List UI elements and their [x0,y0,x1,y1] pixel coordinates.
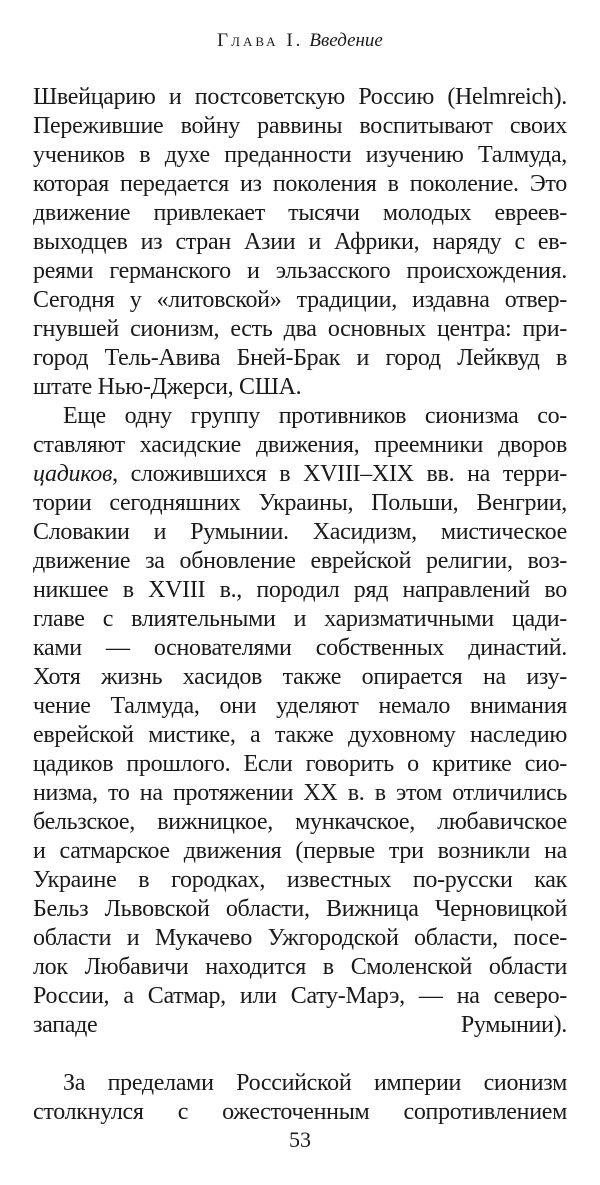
text-line: реями германского и эльзасского происхождения. [33,258,567,284]
text-line [33,1040,567,1069]
text-line: Еще одну группу противников сионизма со- [63,403,567,429]
text-line: России, а Сатмар, или Сату-Марэ, — на северо- [33,983,567,1009]
text-line [33,460,567,489]
text-line: цадиков прошлого. Если говорить о критике сио- [33,751,567,777]
text-line: никшее в XVIII в., породил ряд направлений во [33,577,567,603]
text-line: Словакии и Румынии. Хасидизм, мистическое [33,519,567,545]
chapter-label: Глава I. [217,30,304,51]
text-line: За пределами Российской империи сионизм [63,1070,567,1096]
text-line: Бельз Львовской области, Вижница Черновицкой [33,896,567,922]
text-line: город Тель-Авива Бней-Брак и город Лейквуд в [33,345,567,371]
text-line: ставляют хасидские движения, преемники дворов [33,432,567,458]
text-line: ками — основателями собственных династий. [33,635,567,661]
text-line: движение привлекает тысячи молодых евреев- [33,200,567,226]
page-number: 53 [289,1127,311,1152]
italic-term: цадиков [33,461,113,487]
text-line: бельзское, вижницкое, мункачское, любавичское [33,809,567,835]
text-line: Швейцарию и постсоветскую Россию (Helmreich). [33,84,567,110]
text-line: тории сегодняшних Украины, Польши, Венгрии, [33,490,567,516]
text-fragment: , сложившихся в XVIII–XIX вв. на терри- [112,461,567,487]
text-line: столкнулся с ожесточенным сопротивлением [33,1099,567,1125]
text-line: штате Нью-Джерси, США. [33,374,302,400]
text-line: Пережившие войну раввины воспитывают своих [33,113,567,139]
text-line: лок Любавичи находится в Смоленской области [33,954,567,980]
running-header [0,29,600,53]
text-line: Украине в городках, известных по-русски как [33,867,567,893]
text-line: учеников в духе преданности изучению Талмуда, [33,142,567,168]
text-line: которая передается из поколения в поколение. Это [33,171,567,197]
text-line: выходцев из стран Азии и Африки, наряду с ев- [33,229,567,255]
text-line: западе Румынии). [33,1012,567,1038]
body-text [33,83,567,1127]
text-line: Сегодня у «литовской» традиции, издавна отвер- [33,287,567,313]
text-line: движение за обновление еврейской религии, воз- [33,548,567,574]
section-title: Введение [309,30,383,51]
text-line: главе с влиятельными и харизматичными цади- [33,606,567,632]
text-line: гнувшей сионизм, есть два основных центра: при- [33,316,567,342]
text-line: области и Мукачево Ужгородской области, посе- [33,925,567,951]
text-line: низма, то на протяжении XX в. в этом отличились [33,780,567,806]
text-line: Хотя жизнь хасидов также опирается на изу- [33,664,567,690]
text-line: еврейской мистике, а также духовному наследию [33,722,567,748]
text-line: чение Талмуда, они уделяют немало внимания [33,693,567,719]
text-line: и сатмарское движения (первые три возникли на [33,838,567,864]
